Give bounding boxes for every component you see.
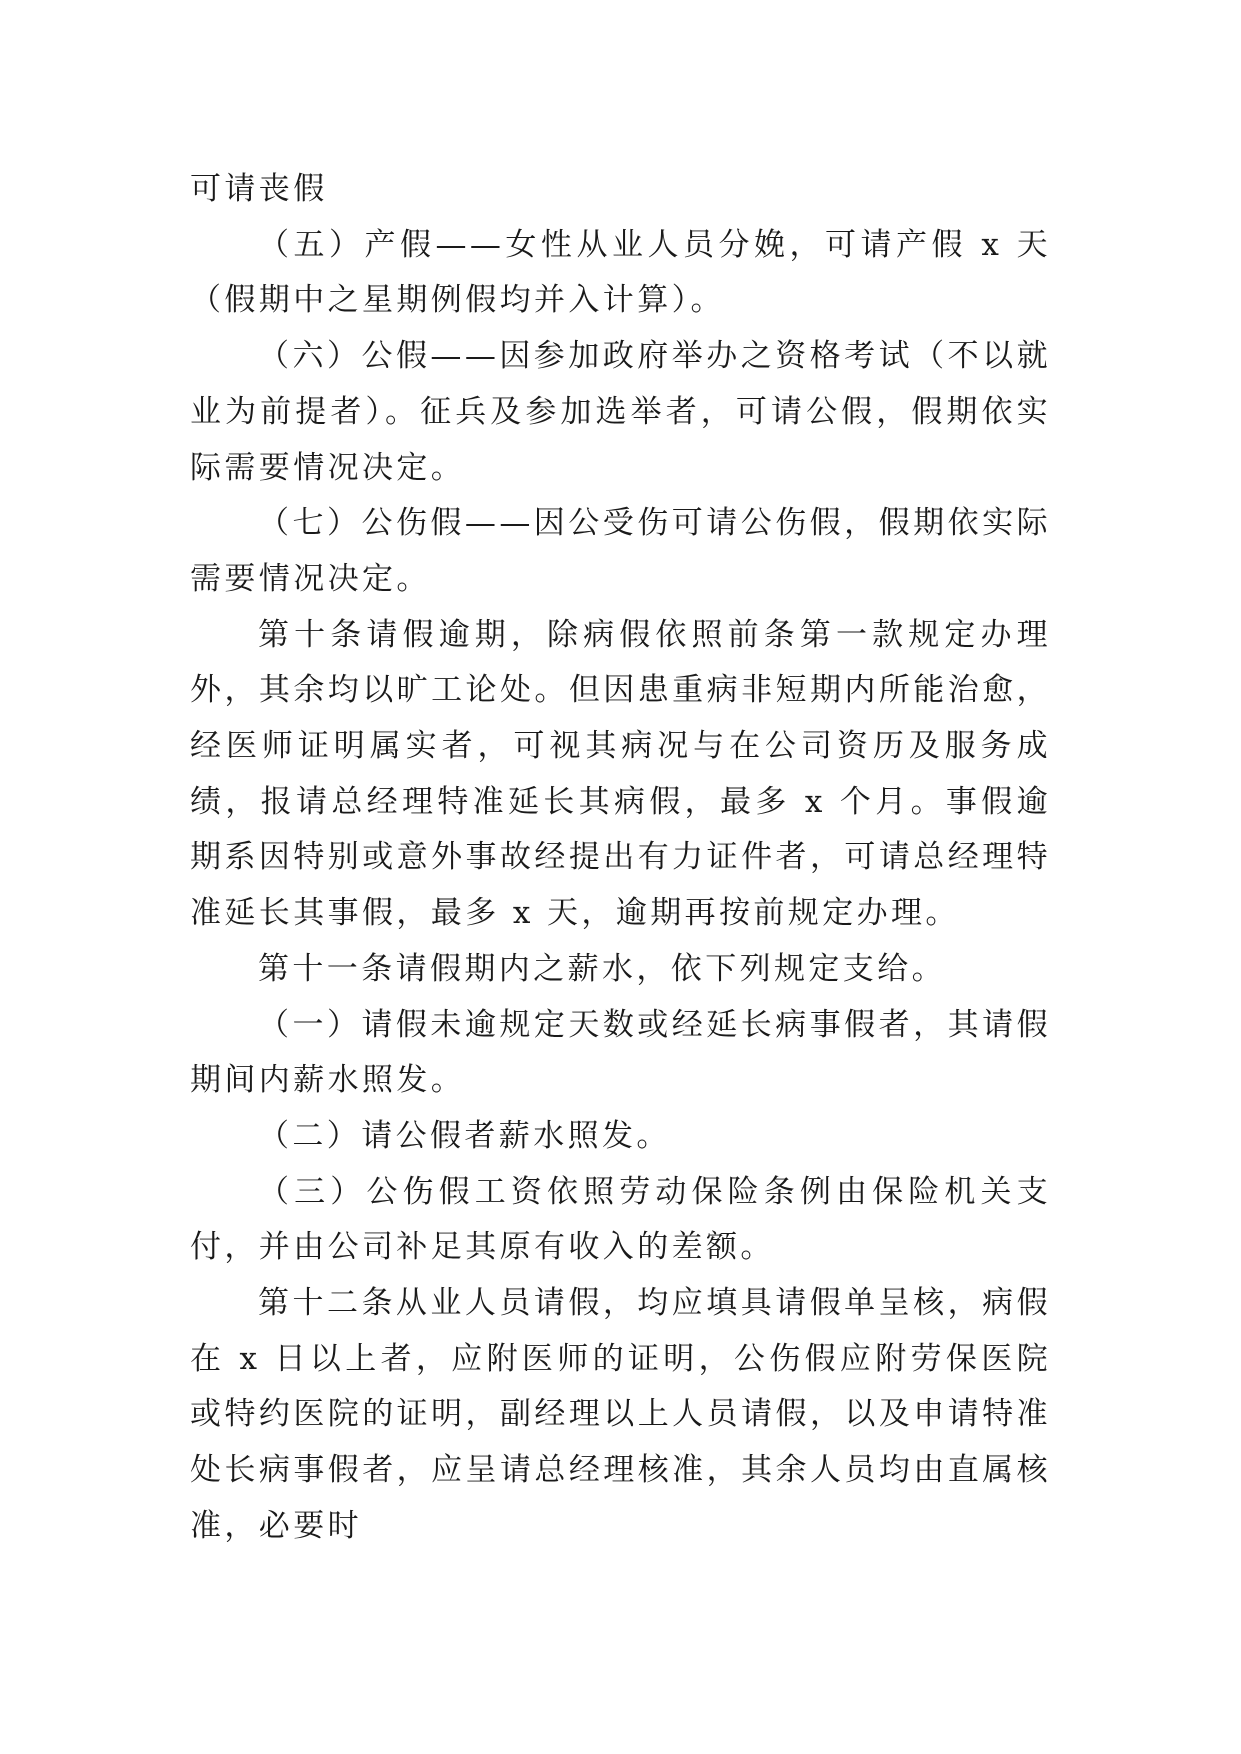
paragraph: （二）请公假者薪水照发。	[258, 1117, 671, 1154]
paragraph: 第十条请假逾期，除病假依照前条第一款规定办理外，其余均以旷工论处。但因患重病非短期内所能治愈，经医师证明属实者，可视其病况与在公司资历及服务成绩，报请总经理特准延长其病假，最多 x 个月。事假逾期系因特别或意外事故经提出有力证件者，可请总经理特准延长其事假，最多 x 天，逾期再按前规定办理。	[190, 616, 1051, 932]
paragraph: （七）公伤假——因公受伤可请公伤假，假期依实际需要情况决定。	[190, 505, 1051, 597]
paragraph: （六）公假——因参加政府举办之资格考试（不以就业为前提者）。征兵及参加选举者，可请公假，假期依实际需要情况决定。	[190, 338, 1051, 486]
paragraph: 第十一条请假期内之薪水，依下列规定支给。	[258, 950, 946, 987]
paragraph: 可请丧假	[190, 171, 328, 207]
paragraph: （一）请假未逾规定天数或经延长病事假者，其请假期间内薪水照发。	[190, 1006, 1051, 1099]
paragraph: 第十二条从业人员请假，均应填具请假单呈核，病假在 x 日以上者，应附医师的证明，公伤假应附劳保医院或特约医院的证明，副经理以上人员请假，以及申请特准处长病事假者，应呈请总经理核准，其余人员均由直属核准，必要时	[190, 1285, 1051, 1544]
paragraph: （五）产假——女性从业人员分娩，可请产假 x 天（假期中之星期例假均并入计算）。	[190, 226, 1051, 319]
document-body	[190, 162, 1051, 1555]
paragraph: （三）公伤假工资依照劳动保险条例由保险机关支付，并由公司补足其原有收入的差额。	[190, 1173, 1051, 1266]
